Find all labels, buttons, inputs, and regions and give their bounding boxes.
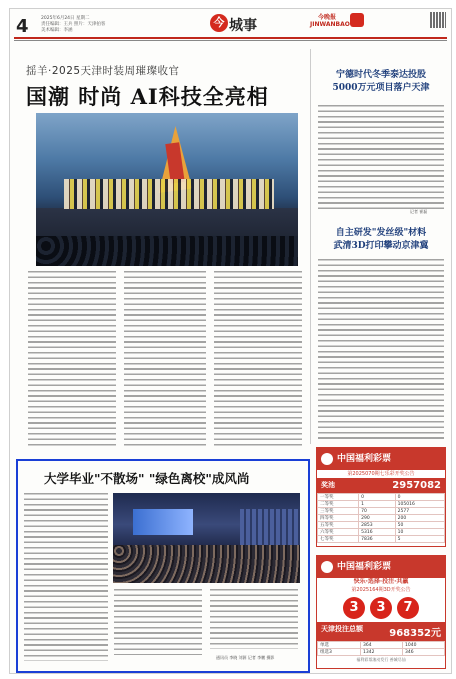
- article-body-column-2: [124, 271, 206, 447]
- table-row: 五等奖 2853 50: [318, 522, 445, 529]
- photo-screen: [133, 509, 193, 535]
- table-row: 二等奖 1 105016: [318, 501, 445, 508]
- highlighted-article-body-2: [114, 589, 202, 655]
- lottery-1-pool-label: 奖池: [321, 481, 335, 489]
- highlighted-article-title: 大学毕业"不散场" "绿色离校"成风尚: [44, 471, 250, 486]
- page-number: 4: [16, 16, 29, 37]
- table-row: 三等奖 70 2577: [318, 508, 445, 515]
- photo-audience: [36, 236, 298, 266]
- lottery-2-pool-label: 天津投注总额: [321, 625, 363, 633]
- article-kicker: 揺羊·2025天津时装周璀璨收官: [26, 65, 180, 77]
- lottery-2-issue: 第2025164期3D开奖公告: [351, 587, 411, 593]
- table-row: 七等奖 7836 5: [318, 536, 445, 543]
- photo-building: [240, 509, 300, 549]
- article-headline: 国潮 时尚 AI科技全亮相: [26, 84, 269, 109]
- lottery-2-brand: 中国福利彩票: [337, 562, 392, 572]
- highlighted-article-body-1: [24, 493, 108, 661]
- newspaper-brand: 今晚报 JINWANBAO: [310, 14, 350, 28]
- lottery-2-pool: [317, 622, 445, 641]
- table-row: 六等奖 5316 10: [318, 529, 445, 536]
- lottery-2-numbers: [317, 597, 445, 619]
- fashion-show-photo: [36, 113, 298, 266]
- right-article-2-title: 自主研发"发丝级"材料 武清3D打印攀动京津冀: [333, 228, 429, 251]
- right-article-2-body: [318, 259, 444, 439]
- lottery-notice-2: [316, 555, 446, 669]
- right-article-1-title: 宁德时代冬季泰达投股 5000万元项目落户天津: [332, 70, 430, 93]
- lottery-1-table: [317, 493, 445, 543]
- welfare-lottery-logo-icon: [321, 561, 333, 573]
- app-icon: [350, 13, 364, 27]
- lottery-2-footer: 福利彩票滚动发行 善城尽仙: [356, 657, 406, 662]
- qr-code-icon: [430, 12, 446, 28]
- photo-models: [64, 179, 274, 209]
- table-row: 组选3 1342 346: [318, 649, 445, 656]
- highlighted-article-body-3: [210, 589, 298, 649]
- lottery-2-pool-amount: 968352元: [389, 628, 441, 639]
- header-rule-thin: [14, 40, 447, 41]
- table-row: 一等奖 0 0: [318, 494, 445, 501]
- lottery-2-header: [317, 556, 445, 578]
- lottery-2-subtitle: 快乐·选择·投注·共贏: [353, 578, 409, 585]
- table-row: 四等奖 290 200: [318, 515, 445, 522]
- section-logo-icon: 今: [210, 14, 228, 32]
- table-row: 单选 364 1040: [318, 642, 445, 649]
- column-separator: [310, 49, 311, 444]
- lottery-ball: 7: [397, 597, 419, 619]
- welfare-lottery-logo-icon: [321, 453, 333, 465]
- lottery-notice-1: [316, 447, 446, 547]
- section-title: 城事: [229, 18, 257, 34]
- article-body-column-1: [28, 271, 116, 447]
- highlighted-article-byline: 通讯员 李晓 刘源 记者 李鹏 摄影: [216, 655, 275, 660]
- lottery-1-brand: 中国福利彩票: [337, 454, 392, 464]
- lottery-1-header: [317, 448, 445, 470]
- issue-date: 2025年6月24日 星期二 责任编辑：王兵 照片：天津拍客 美术编辑：李涵: [41, 16, 106, 33]
- lottery-1-issue: 第2025070期七乐彩开奖公告: [347, 471, 415, 477]
- lottery-1-pool-amount: 2957082: [392, 480, 441, 491]
- photo-graduates: [113, 545, 300, 583]
- article-body-column-3: [214, 271, 302, 447]
- lottery-1-pool: [317, 478, 445, 493]
- right-article-1-byline: 记者 崔磊: [410, 209, 428, 214]
- lottery-ball: 3: [370, 597, 392, 619]
- lottery-2-table: [317, 641, 445, 656]
- right-article-1-body: [318, 105, 444, 209]
- graduation-photo: [113, 493, 300, 583]
- lottery-ball: 3: [343, 597, 365, 619]
- newspaper-page: [9, 8, 452, 674]
- header-rule: [14, 37, 447, 39]
